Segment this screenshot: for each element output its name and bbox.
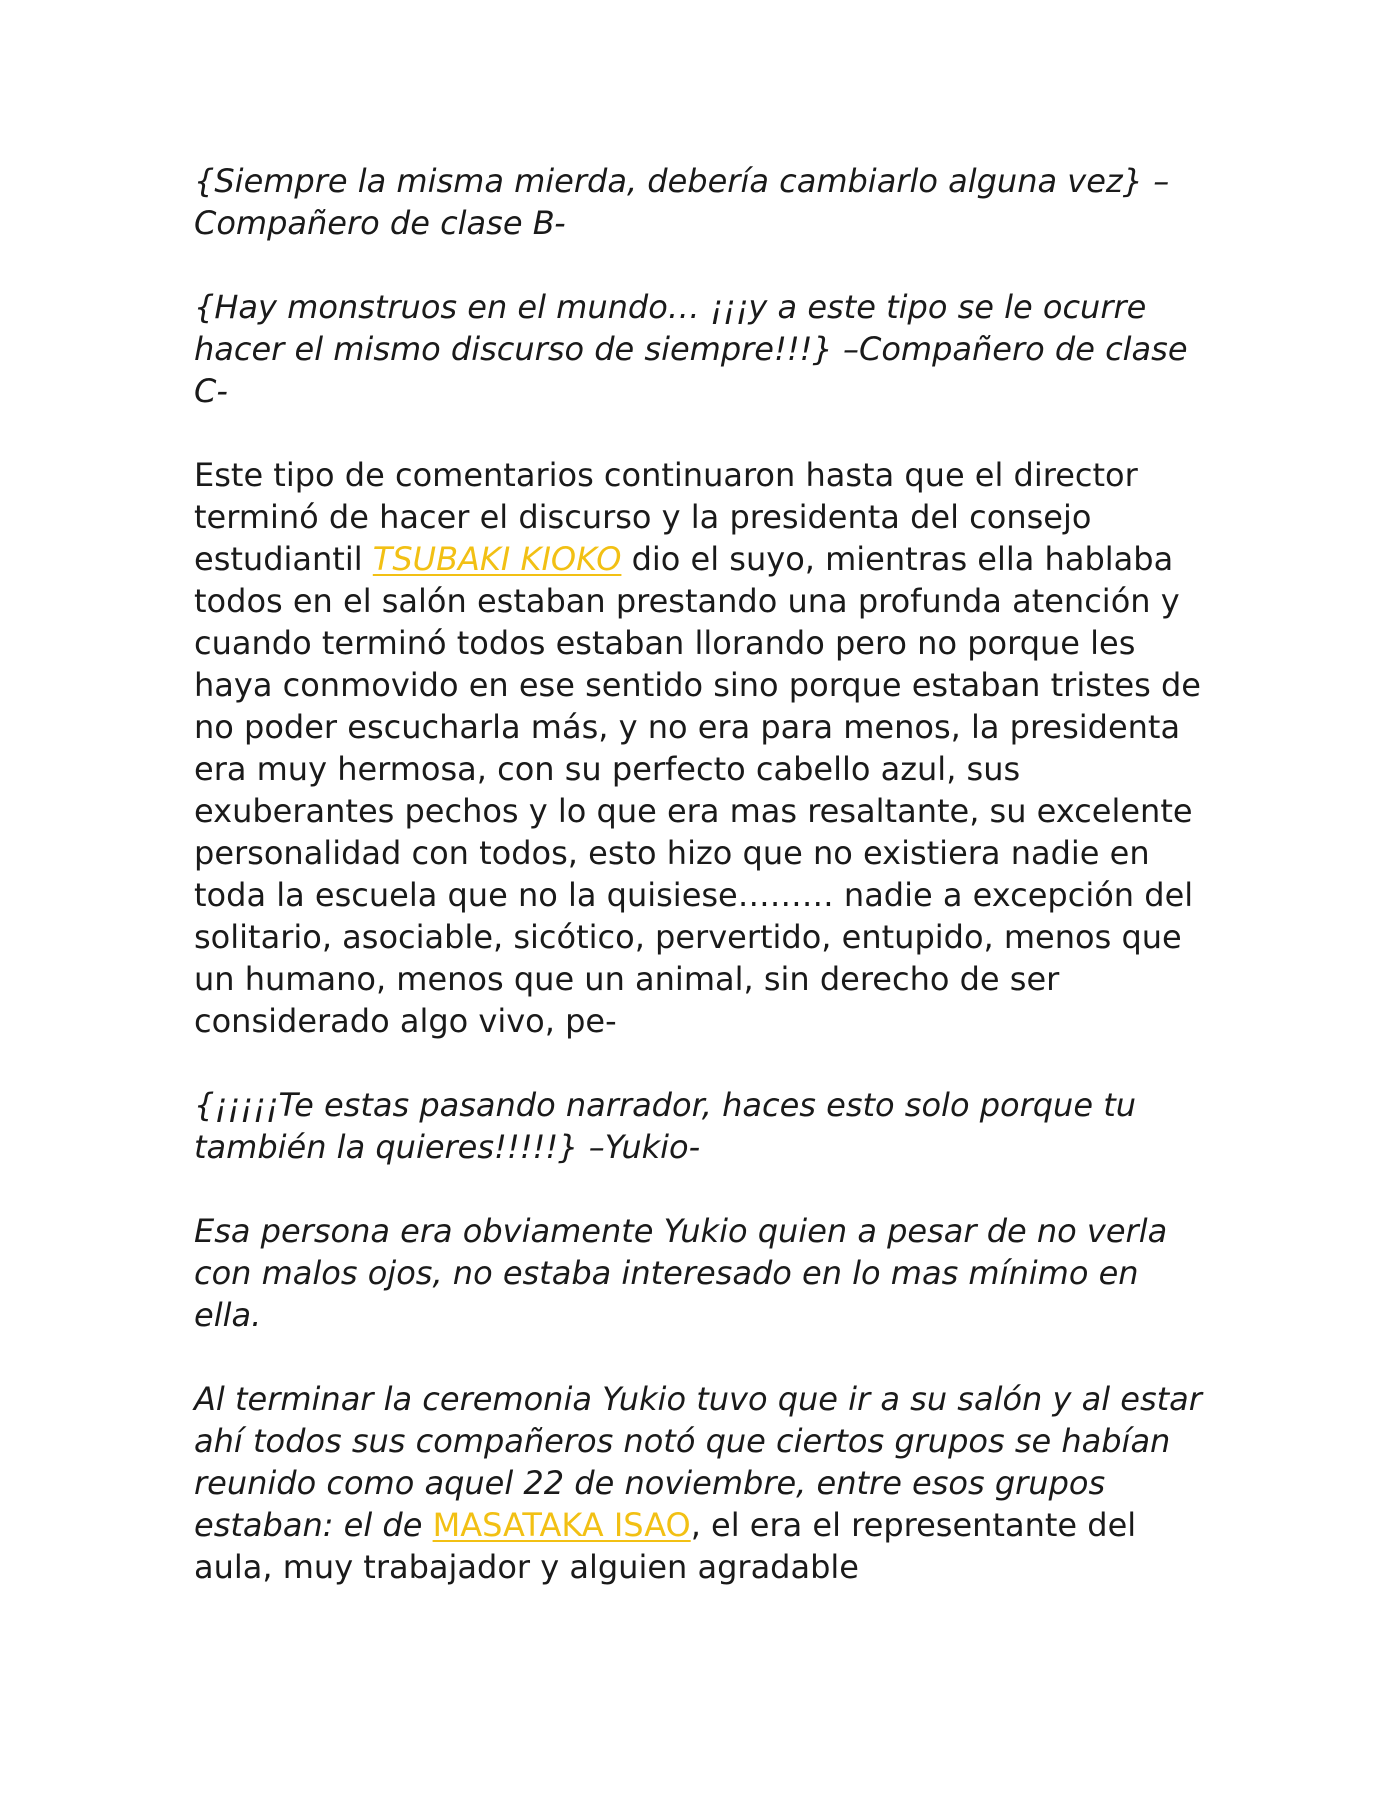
text-segment: , el era el representante del aula, muy trabajador y alguien agradable [194,1506,1137,1586]
text-segment: Esa persona era obviamente Yukio quien a pesar de no verla con malos ojos, no estaba interesado en lo mas mínimo en ella. [194,1212,1168,1334]
highlighted-name-tsubaki-kioko: TSUBAKI KIOKO [372,540,622,578]
document-page [194,160,1214,1630]
text-segment: {Hay monstruos en el mundo… ¡¡¡y a este tipo se le ocurre hacer el mismo discurso de siempre!!!} –Compañero de clase C- [194,288,1188,410]
highlighted-name-masataka-isao: MASATAKA ISAO [432,1506,691,1544]
paragraph-yukio-quote [194,1084,1214,1168]
paragraph-comment-b [194,160,1214,244]
text-segment: {¡¡¡¡¡Te estas pasando narrador, haces esto solo porque tu también la quieres!!!!!} –Yukio- [194,1086,1137,1166]
paragraph-ceremony-end [194,1378,1214,1588]
paragraph-comment-c [194,286,1214,412]
paragraph-yukio-narration [194,1210,1214,1336]
paragraph-narration-president [194,454,1214,1042]
text-segment: Este tipo de comentarios continuaron hasta que el director terminó de hacer el discurso y la presidenta del consejo estudiantil [194,456,1138,578]
text-segment: dio el suyo, mientras ella hablaba todos en el salón estaban prestando una profunda atención y cuando terminó todos estaban llorando pero no porque les haya conmovido en ese sentido sino porque estaban tristes de no poder escucharla más, y no era para menos, la presidenta era muy hermosa, con su perfecto cabello azul, sus exuberantes pechos y lo que era mas resaltante, su excelente personalidad con todos, esto hizo que no existiera nadie en toda la escuela que no la quisiese……… nadie a excepción del solitario, asociable, sicótico, pervertido, entupido, menos que un humano, menos que un animal, sin derecho de ser considerado algo vivo, pe- [194,540,1201,1040]
text-segment: Al terminar la ceremonia Yukio tuvo que ir a su salón y al estar ahí todos sus compañeros notó que ciertos grupos se habían reunido como aquel 22 de noviembre, entre esos grupos estaban: el de [194,1380,1202,1544]
text-segment: {Siempre la misma mierda, debería cambiarlo alguna vez} –Compañero de clase B- [194,162,1170,242]
